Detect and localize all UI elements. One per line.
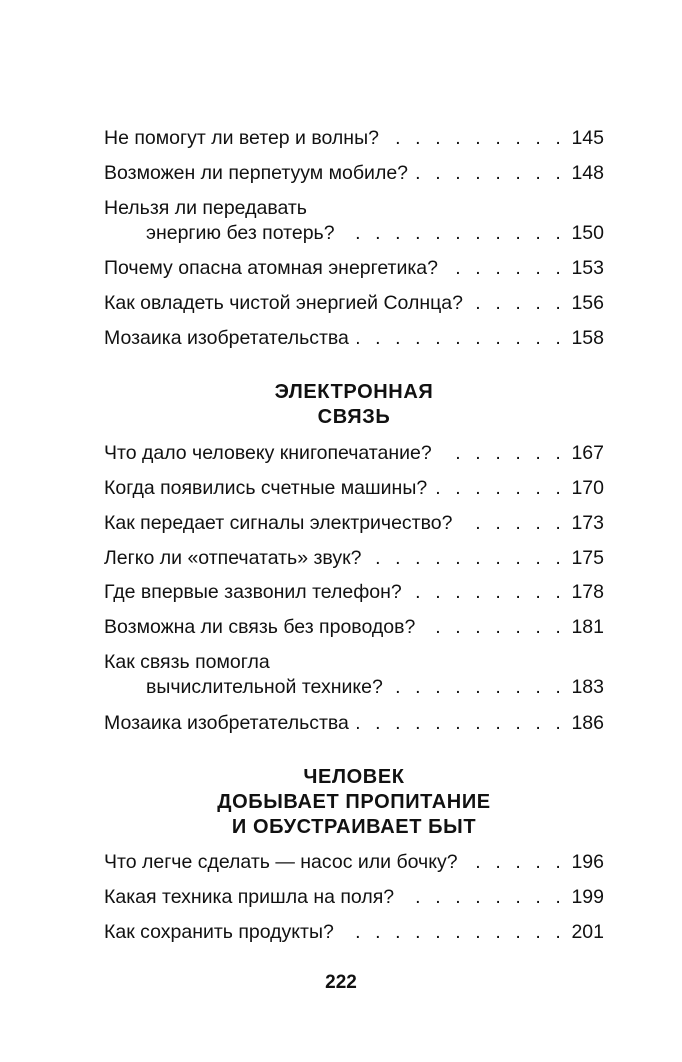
entry-title: Какая техника пришла на поля? <box>104 886 395 908</box>
entry-title-line1: Нельзя ли передавать <box>104 197 307 219</box>
section-heading-line: ДОБЫВАЕТ ПРОПИТАНИЕ <box>217 791 491 813</box>
toc-entry <box>104 615 604 639</box>
page-number: 199 <box>571 886 604 908</box>
entry-title: Что легче сделать — насос или бочку? <box>104 851 458 873</box>
section-heading <box>104 765 604 840</box>
entry-title: Как овладеть чистой энергией Солнца? <box>104 292 463 314</box>
page-number: 158 <box>571 327 604 349</box>
page-number: 178 <box>571 581 604 603</box>
toc-entry <box>104 161 604 185</box>
dot-leader <box>343 221 566 245</box>
dot-leader <box>416 161 565 185</box>
page-number: 186 <box>571 712 604 734</box>
dot-leader <box>460 511 565 535</box>
entry-title: Где впервые зазвонил телефон? <box>104 581 402 603</box>
page-number: 156 <box>571 292 604 314</box>
toc-entry <box>104 291 604 315</box>
toc-entry <box>104 441 604 465</box>
toc-entry <box>104 885 604 909</box>
entry-title: Когда появились счетные машины? <box>104 477 428 499</box>
entry-title: Мозаика изобретательства <box>104 712 349 734</box>
entry-title-line1: Как связь помогла <box>104 651 270 673</box>
section-heading-line: ЭЛЕКТРОННАЯ <box>274 381 434 403</box>
entry-title: энергию без потерь? <box>146 222 335 244</box>
entry-title: Легко ли «отпечатать» звук? <box>104 547 362 569</box>
page-number: 153 <box>571 257 604 279</box>
page-number: 167 <box>571 442 604 464</box>
page-number: 150 <box>571 222 604 244</box>
section-heading-line: И ОБУСТРАИВАЕТ БЫТ <box>231 816 477 838</box>
toc-entry <box>104 711 604 735</box>
dot-leader <box>342 920 566 944</box>
page-number: 183 <box>571 676 604 698</box>
toc-entry <box>104 326 604 350</box>
dot-leader <box>440 441 566 465</box>
entry-title: Что дало человеку книгопечатание? <box>104 442 432 464</box>
section-heading-line: ЧЕЛОВЕК <box>303 766 405 788</box>
toc-entry <box>104 196 604 245</box>
page-number: 175 <box>571 547 604 569</box>
entry-title: Мозаика изобретательства <box>104 327 349 349</box>
page-number: 145 <box>571 127 604 149</box>
page-number: 170 <box>571 477 604 499</box>
dot-leader <box>387 126 566 150</box>
dot-leader <box>446 256 565 280</box>
dot-leader <box>435 476 565 500</box>
page-number: 196 <box>571 851 604 873</box>
page-number: 173 <box>571 512 604 534</box>
toc-entry <box>104 476 604 500</box>
dot-leader <box>466 850 566 874</box>
toc-entry <box>104 650 604 699</box>
dot-leader <box>423 615 565 639</box>
dot-leader <box>357 711 566 735</box>
toc-entry <box>104 126 604 150</box>
dot-leader <box>357 326 566 350</box>
entry-title: Возможна ли связь без проводов? <box>104 616 416 638</box>
dot-leader <box>369 546 565 570</box>
toc-entry <box>104 580 604 604</box>
entry-title: Как передает сигналы электричество? <box>104 512 453 534</box>
entry-title: Возможен ли перпетуум мобиле? <box>104 162 409 184</box>
section-heading-line: СВЯЗЬ <box>317 406 391 428</box>
dot-leader <box>402 885 565 909</box>
entry-title: Как сохранить продукты? <box>104 921 334 943</box>
page-number: 181 <box>571 616 604 638</box>
toc-entry <box>104 920 604 944</box>
page-folio: 222 <box>325 972 357 993</box>
dot-leader <box>391 675 566 699</box>
entry-title: вычислительной технике? <box>146 676 383 698</box>
toc-entry <box>104 511 604 535</box>
page-number: 148 <box>571 162 604 184</box>
toc-entry <box>104 546 604 570</box>
dot-leader <box>410 580 566 604</box>
page-number: 201 <box>571 921 604 943</box>
entry-title: Не помогут ли ветер и волны? <box>104 127 379 149</box>
toc-entry <box>104 256 604 280</box>
section-heading <box>104 380 604 430</box>
toc-entry <box>104 850 604 874</box>
dot-leader <box>471 291 565 315</box>
entry-title: Почему опасна атомная энергетика? <box>104 257 438 279</box>
